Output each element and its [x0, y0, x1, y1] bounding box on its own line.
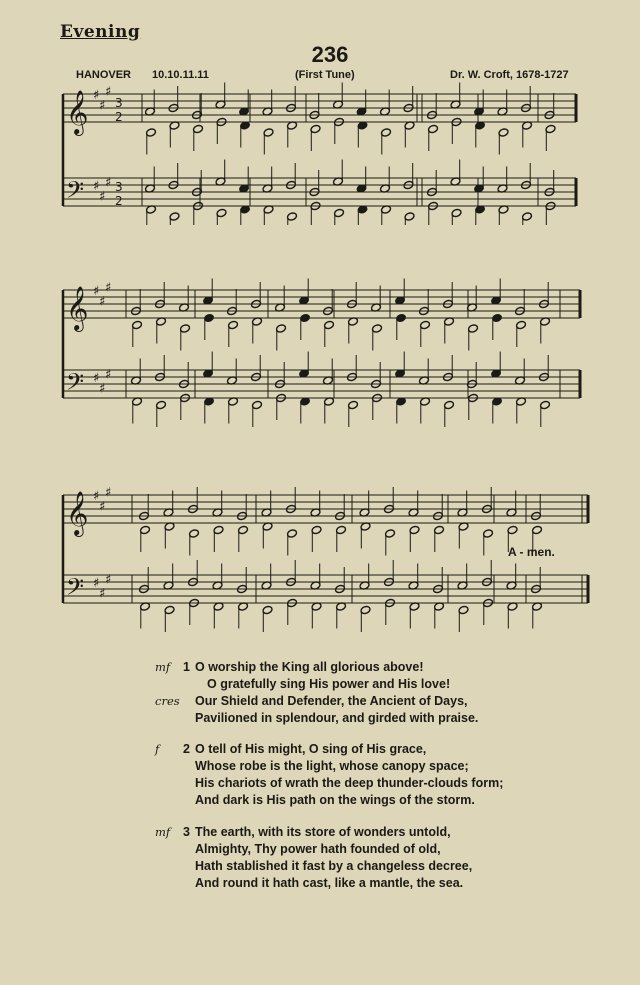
sharp-icon: ♯ [105, 367, 112, 383]
hymn-number: 236 [311, 42, 349, 67]
sharp-icon: ♯ [93, 489, 100, 504]
verse-line: O gratefully sing His power and His love! [207, 677, 451, 691]
verse-line: And round it hath cast, like a mantle, the sea. [195, 876, 464, 890]
sharp-icon: ♯ [93, 179, 100, 194]
verse-line: And dark is His path on the wings of the storm. [195, 793, 475, 807]
verse-line: Pavilioned in splendour, and girded with praise. [195, 711, 479, 725]
time-signature: 3 [115, 180, 123, 194]
bass-clef-icon: 𝄢 [66, 176, 85, 209]
sharp-icon: ♯ [99, 189, 106, 205]
amen-lyric: A - men. [508, 545, 555, 559]
bass-clef-icon: 𝄢 [66, 573, 85, 606]
dynamic-mark: mf [155, 660, 171, 674]
tune-label: (First Tune) [295, 69, 355, 81]
verse-line: O tell of His might, O sing of His grace, [195, 742, 427, 756]
verse-number: 1 [183, 660, 190, 674]
sharp-icon: ♯ [105, 280, 112, 296]
verse-line: Hath stablished it fast by a changeless decree, [195, 859, 473, 873]
verse-line: Whose robe is the light, whose canopy space; [195, 759, 469, 773]
sharp-icon: ♯ [99, 381, 106, 397]
time-signature: 3 [115, 96, 123, 110]
dynamic-mark: f [155, 742, 160, 756]
sharp-icon: ♯ [99, 98, 106, 114]
time-signature: 2 [115, 194, 123, 208]
music-system-1 [0, 80, 640, 225]
sharp-icon: ♯ [93, 88, 100, 103]
tune-name: HANOVER [76, 69, 132, 81]
sharp-icon: ♯ [93, 371, 100, 386]
sharp-icon: ♯ [105, 84, 112, 100]
tune-meter: 10.10.11.11 [152, 69, 209, 81]
verse-line: The earth, with its store of wonders untold, [195, 825, 451, 839]
dynamic-mark: mf [155, 825, 171, 839]
sharp-icon: ♯ [105, 572, 112, 588]
sharp-icon: ♯ [99, 499, 106, 515]
sharp-icon: ♯ [99, 294, 106, 310]
verse-line: Almighty, Thy power hath founded of old, [195, 842, 441, 856]
verse-number: 2 [183, 742, 190, 756]
section-title: Evening [60, 22, 141, 42]
verse-line: O worship the King all glorious above! [195, 660, 424, 674]
music-system-2 [0, 275, 640, 440]
treble-clef-icon: 𝄞 [66, 491, 89, 535]
verse-line: Our Shield and Defender, the Ancient of Days, [195, 694, 468, 708]
dynamic-mark: cres [155, 694, 180, 708]
bass-clef-icon: 𝄢 [66, 368, 85, 401]
treble-clef-icon: 𝄞 [66, 90, 89, 134]
sharp-icon: ♯ [93, 284, 100, 299]
time-signature: 2 [115, 110, 123, 124]
sharp-icon: ♯ [93, 576, 100, 591]
treble-clef-icon: 𝄞 [66, 286, 89, 330]
music-system-3 [0, 485, 640, 635]
sharp-icon: ♯ [99, 586, 106, 602]
sharp-icon: ♯ [105, 485, 112, 501]
sharp-icon: ♯ [105, 175, 112, 191]
composer-credit: Dr. W. Croft, 1678-1727 [450, 69, 569, 81]
verse-line: His chariots of wrath the deep thunder-clouds form; [195, 776, 504, 790]
treble-staff [63, 94, 576, 122]
verse-number: 3 [183, 825, 190, 839]
